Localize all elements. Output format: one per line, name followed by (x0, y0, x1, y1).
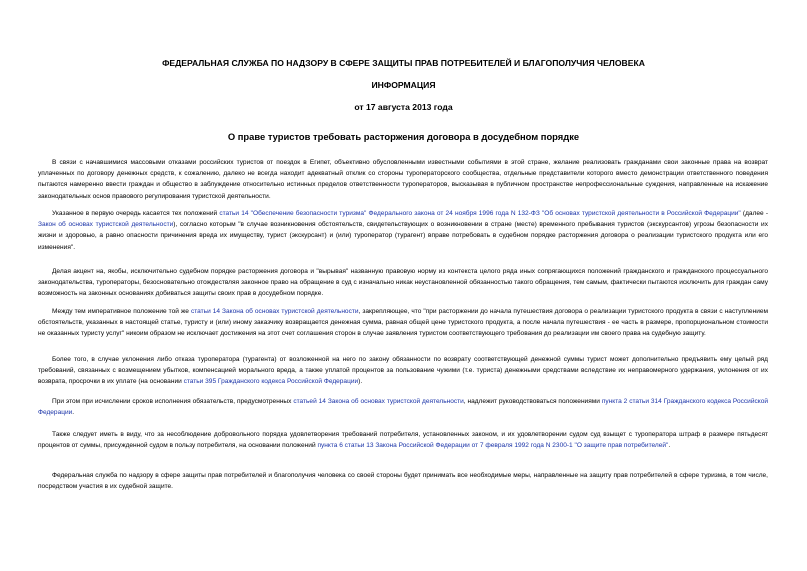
law-link-article-395-civil-code[interactable]: статьи 395 Гражданского кодекса Российской Федерации (183, 378, 359, 386)
paragraph-2: Указанное в первую очередь касается тех положений статьи 14 "Обеспечение безопасности туризма" Федерального закона от 24 ноября 1996 года N 132-ФЗ "Об основах туристской деятельности в Российской Федерации" (далее - Закон об основах туристской деятельности), согласно которым "в случае возникновения обстоятельств, свидетельствующих о возникновении в стране (месте) временного пребывания туристов (экскурсантов) угрозы безопасности их жизни и здоровью, а равно опасности причинения вреда их имуществу, турист (экскурсант) и (или) туроператор (турагент) вправе потребовать в судебном порядке расторжения договора о реализации туристского продукта или его изменения". (38, 210, 769, 251)
paragraph-1: В связи с начавшимися массовыми отказами российских туристов от поездок в Египет, объективно обусловленными известными событиями в этой стране, желание реализовать гражданами свои законные права на возврат уплаченных по договору денежных средств, к сожалению, далеко не всегда находит адекватный отклик со стороны туроператорского сообщества, отдельные представители которого вместо демонстрации ответственного поведения пытаются намеренно ввести граждан и общество в заблуждение относительно истинных пределов ответственности туроператоров, высказывая в публичном пространстве непрофессиональные суждения, направленные на искажение законодательных основ правового регулирования туристской деятельности. (38, 159, 768, 200)
law-link-tourism-law[interactable]: Закон об основах туристской деятельности (38, 221, 174, 229)
paragraph-7: Также следует иметь в виду, что за несоблюдение добровольного порядка удовлетворения требований потребителя, установленных законом, и их удовлетворении судом суд взыщет с туроператора штраф в размере пятьдесят процентов от суммы, присужденной судом в пользу потребителя, на основании положений пункта 6 статьи 13 Закона Российской Федерации от 7 февраля 1992 года N 2300-1 "О защите прав потребителей". (38, 431, 768, 450)
law-link-article-14-federal-law[interactable]: статьи 14 "Обеспечение безопасности туризма" Федерального закона от 24 ноября 1996 года N 132-ФЗ "Об основах туристской деятельности в Российской Федерации" (219, 210, 741, 217)
document-date: от 17 августа 2013 года (354, 102, 453, 112)
paragraph-8: Федеральная служба по надзору в сфере защиты прав потребителей и благополучия человека со своей стороны будет принимать все необходимые меры, направленные на защиту прав потребителей в сфере туризма, в том числе, посредством участия в их судебной защите. (38, 472, 768, 491)
law-link-article-314-civil-code[interactable]: пункта 2 статьи 314 Гражданского кодекса Российской Федерации (38, 398, 769, 417)
law-link-article-14[interactable]: статьи 14 Закона об основах туристской деятельности (190, 308, 359, 315)
paragraph-3: Делая акцент на, якобы, исключительно судебном порядке расторжения договора и "вырывая" названную правовую норму из контекста целого ряда иных сопрягающихся положений гражданского и гражданского процессуального законодательства, туроператоры, безосновательно отождествляя законное право на обращение в суд с изначально никак неустановленной обязанностью такого обращения, тем самым, фактически пытаются исключить для граждан саму возможность на законных основаниях добиваться защиты своих прав в досудебном порядке. (38, 268, 768, 298)
law-link-article-14-tourism[interactable]: статьей 14 Закона об основах туристской деятельности (293, 398, 464, 405)
document-type-heading: ИНФОРМАЦИЯ (371, 80, 436, 90)
agency-heading: ФЕДЕРАЛЬНАЯ СЛУЖБА ПО НАДЗОРУ В СФЕРЕ ЗАЩИТЫ ПРАВ ПОТРЕБИТЕЛЕЙ И БЛАГОПОЛУЧИЯ ЧЕЛОВЕКА (162, 58, 645, 68)
paragraph-6: При этом при исчислении сроков исполнения обязательств, предусмотренных статьей 14 Закона об основах туристской деятельности, надлежит руководствоваться положениями пункта 2 статьи 314 Гражданского кодекса Российской Федерации. (38, 398, 769, 417)
paragraph-4: Между тем императивное положение той же статьи 14 Закона об основах туристской деятельности, закрепляющее, что "при расторжении до начала путешествия договора о реализации туристского продукта в связи с наступлением обстоятельств, указанных в настоящей статье, туристу и (или) иному заказчику возвращается денежная сумма, равная общей цене туристского продукта, а после начала путешествия - ее часть в размере, пропорциональном стоимости не оказанных туристу услуг" никоим образом не исключает достижения на этот счет соглашения сторон в случае заявления туристом соответствующего требования до реализации им своего права на судебную защиту. (38, 308, 768, 338)
document-title: О праве туристов требовать расторжения договора в досудебном порядке (227, 131, 580, 142)
paragraph-5: Более того, в случае уклонения либо отказа туроператора (турагента) от возложенной на него по закону обязанности по возврату соответствующей денежной суммы турист может дополнительно предъявить ему целый ряд требований, связанных с возмещением убытков, компенсацией морального вреда, а также уплатой процентов за пользование чужими (т.е. туриста) денежными средствами вследствие их неправомерного удержания, уклонения от их возврата, просрочки в их уплате (на основании статьи 395 Гражданского кодекса Российской Федерации). (38, 356, 768, 386)
law-link-consumer-protection[interactable]: пункта 6 статьи 13 Закона Российской Федерации от 7 февраля 1992 года N 2300-1 "О защите прав потребителей" (317, 442, 669, 450)
